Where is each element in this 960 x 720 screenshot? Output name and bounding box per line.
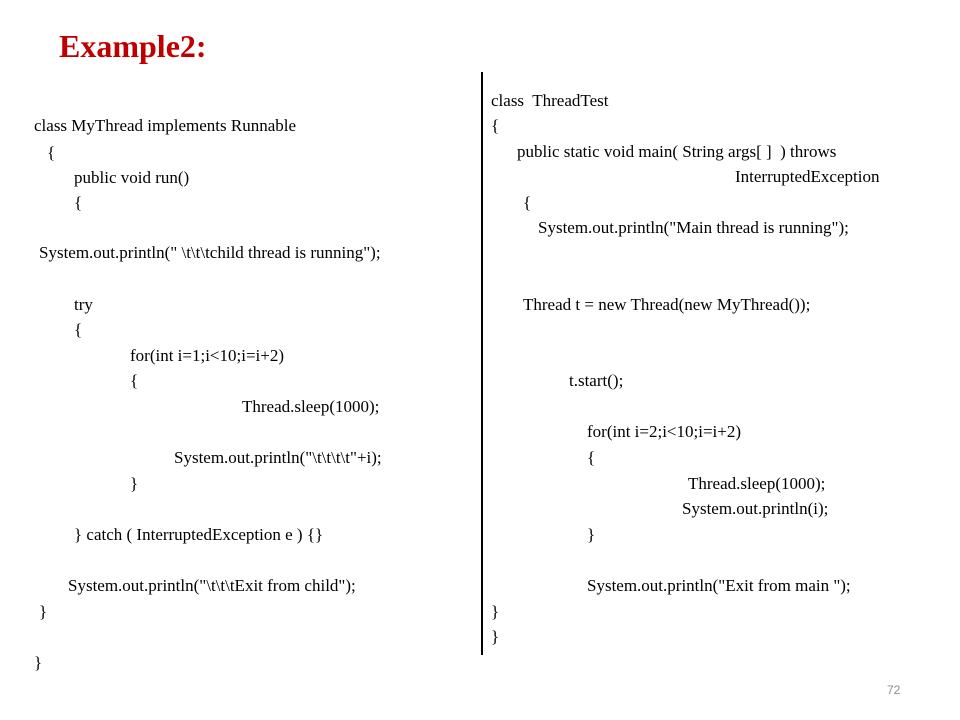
right-code-line-3: public static void main( String args[ ] ) throws xyxy=(517,142,837,161)
right-code-line-2: { xyxy=(491,116,500,135)
slide-number: 72 xyxy=(887,683,901,697)
left-code-line-16: } xyxy=(34,653,43,672)
right-code-line-14: System.out.println("Exit from main "); xyxy=(587,576,851,595)
left-code-line-13: } catch ( InterruptedException e ) {} xyxy=(74,525,324,544)
right-code-line-13: } xyxy=(587,525,596,544)
left-code-line-9: { xyxy=(130,371,139,390)
right-code-line-10: { xyxy=(587,448,596,467)
left-code-line-10: Thread.sleep(1000); xyxy=(242,397,380,416)
right-code-line-16: } xyxy=(491,627,500,646)
right-code-line-8: t.start(); xyxy=(569,371,624,390)
right-code-line-1: class ThreadTest xyxy=(491,91,609,110)
left-code-line-5: System.out.println(" \t\t\tchild thread is running"); xyxy=(39,243,381,262)
left-code-line-6: try xyxy=(74,295,93,314)
right-code-line-9: for(int i=2;i<10;i=i+2) xyxy=(587,422,742,441)
right-code-line-12: System.out.println(i); xyxy=(682,499,829,518)
column-divider xyxy=(481,72,483,655)
left-code-line-4: { xyxy=(74,193,83,212)
right-code-line-4: InterruptedException xyxy=(735,167,880,186)
right-code-line-7: Thread t = new Thread(new MyThread()); xyxy=(523,295,811,314)
left-code-line-1: class MyThread implements Runnable xyxy=(34,116,297,135)
right-code-line-11: Thread.sleep(1000); xyxy=(688,474,826,493)
left-code-line-11: System.out.println("\t\t\t\t"+i); xyxy=(174,448,382,467)
left-code-line-7: { xyxy=(74,320,83,339)
left-code-line-2: { xyxy=(47,143,56,162)
right-code-line-6: System.out.println("Main thread is running"); xyxy=(538,218,849,237)
left-code-line-15: } xyxy=(39,602,48,621)
left-code-line-8: for(int i=1;i<10;i=i+2) xyxy=(130,346,285,365)
left-code-line-3: public void run() xyxy=(74,168,190,187)
left-code-line-14: System.out.println("\t\t\tExit from child"); xyxy=(68,576,356,595)
right-code-line-15: } xyxy=(491,602,500,621)
slide-title: Example2: xyxy=(59,28,207,64)
right-code-line-5: { xyxy=(523,193,532,212)
left-code-line-12: } xyxy=(130,474,139,493)
